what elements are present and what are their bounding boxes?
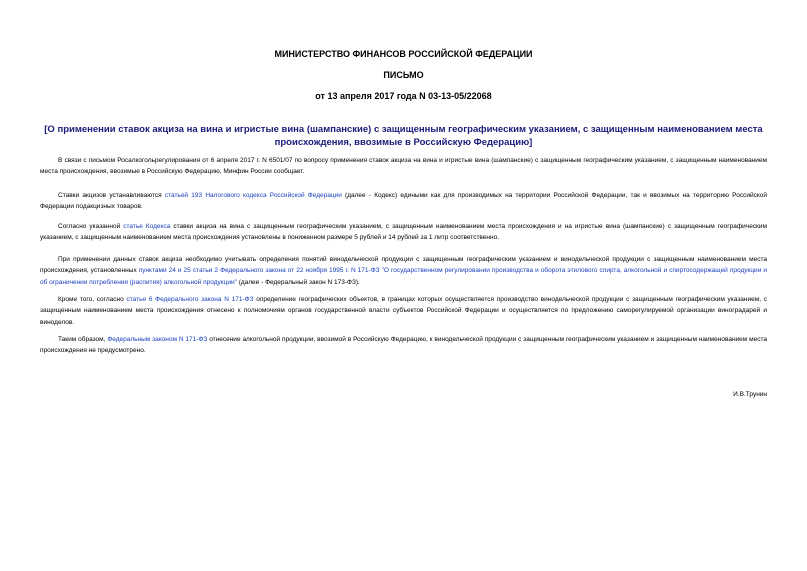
law-reference-link[interactable]: Федеральным законом N 171-ФЗ [107,336,208,343]
paragraph-text: ставки акциза на вина с защищенным географическим указанием, с защищенным наименованием места происхождения и на игристые вина (шампанские) с защищенным географическим указанием, с защищенным наименованием места происхождения установлены в пониженном размере 5 рублей и 14 рублей за 1 литр соответственно. [40,223,767,242]
law-reference-link[interactable]: статьей 193 Налогового кодекса Российской Федерации [164,192,342,199]
doc-type-heading: ПИСЬМО [383,70,424,80]
paragraph-text: (далее - Кодекс) едиными как для производимых на территории Российской Федерации, так и ввозимых на территорию Российской Федерации подакцизных товаров. [40,192,767,211]
paragraph-text: (далее - Федеральный закон N 173-ФЗ). [236,278,360,286]
law-reference-link[interactable]: статье 6 Федерального закона N 171-ФЗ [126,296,254,303]
law-reference-link[interactable]: статье Кодекса [123,223,171,230]
document-subject: [О применении ставок акциза на вина и игристые вина (шампанские) с защищенным географическим указанием, с защищенным наименованием места происхождения, ввозимые в Российскую Федерацию] [44,124,763,148]
paragraph-2 [40,190,767,213]
paragraph-6 [40,334,767,357]
paragraph-text: Ставки акцизов устанавливаются [58,192,165,199]
paragraph-text: отнесение алкогольной продукции, ввозимой в Российскую Федерацию, к винодельческой продукции с защищенным географическим указанием и защищенным наименованием места происхождения не предусмотрено. [40,336,767,355]
date-number-heading: от 13 апреля 2017 года N 03-13-05/22068 [315,91,492,101]
paragraph-text: определение географических объектов, в границах которых осуществляется производство винодельческой продукции с защищенным географическим указанием, с защищенным наименованием места происхождения отнесено к полномочиям органов государственной власти субъектов Российской Федерации и осуществляется по предложению саморегулируемой организации виноградарей и виноделов. [40,296,767,326]
paragraph-text: Согласно указанной [58,223,124,230]
ministry-heading: МИНИСТЕРСТВО ФИНАНСОВ РОССИЙСКОЙ ФЕДЕРАЦИИ [274,49,533,59]
paragraph-text: В связи с письмом Росалкогольрегулирования от 6 апреля 2017 г. N 6501/07 по вопросу применения ставок акциза на вина и игристые вина (шампанские) с защищенным географическим указанием, с защищенным наименованием места происхождения, ввозимые в Российскую Федерацию, Минфин России сообщает. [40,157,767,176]
paragraph-3 [40,221,767,244]
paragraph-text: Кроме того, согласно [58,296,127,303]
paragraph-text: Таким образом, [58,336,108,343]
paragraph-4 [40,254,767,288]
paragraph-text: При применении данных ставок акциза необходимо учитывать определения понятий винодельческой продукции с защищенным географическим указанием и винодельческой продукции с защищенным наименованием места происхождения, установленных [40,256,767,275]
paragraph-5 [40,294,767,328]
paragraph-1 [40,155,767,178]
signature: И.В.Трунин [733,391,767,398]
law-reference-link[interactable]: пунктами 24 и 25 статьи 2 Федерального закона от 22 ноября 1995 г. N 171-ФЗ "О государственном регулировании производства и оборота этилового спирта, алкогольной и спиртосодержащей продукции и об ограничении потребления (распития) алкогольной продукции" [40,267,767,286]
